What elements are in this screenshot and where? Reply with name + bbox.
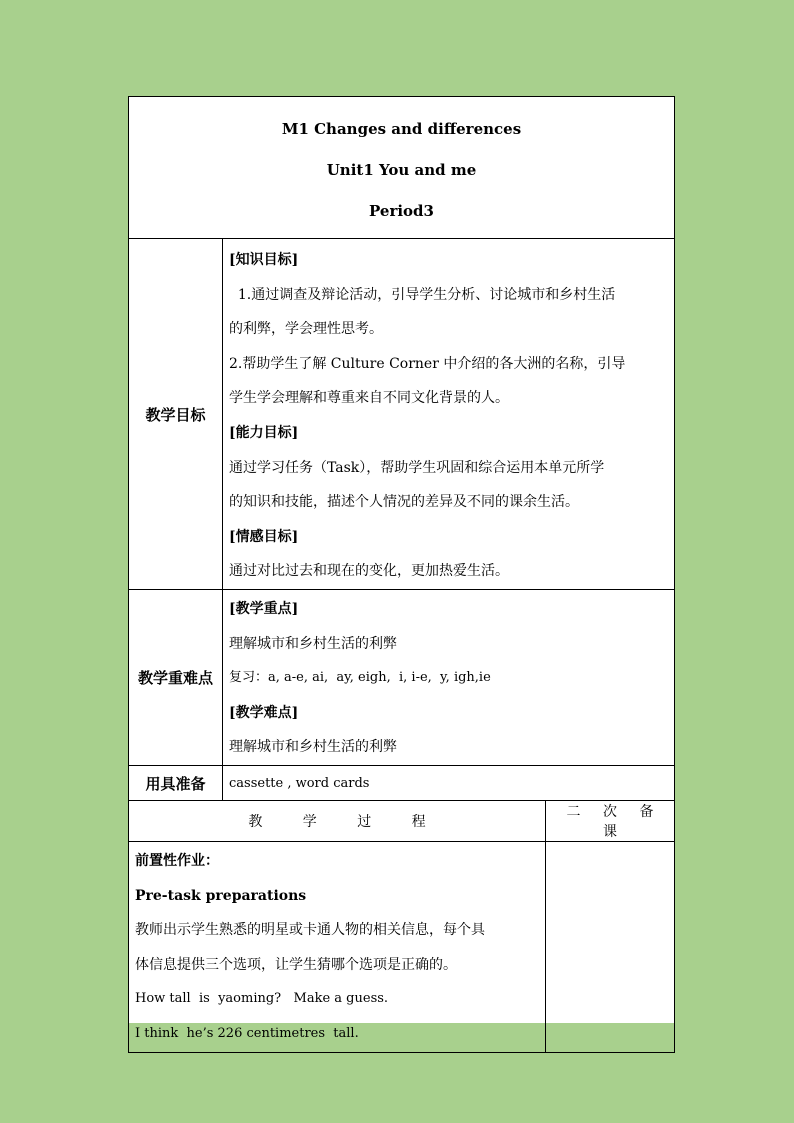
objective-line: 通过对比过去和现在的变化，更加热爱生活。 bbox=[229, 563, 509, 580]
process-content bbox=[129, 842, 546, 1053]
lesson-plan-page bbox=[128, 96, 674, 1041]
process-line: 体信息提供三个选项，让学生猜哪个选项是正确的。 bbox=[135, 956, 457, 973]
second-prep-header bbox=[546, 801, 675, 842]
header-cell bbox=[129, 97, 675, 239]
dialogue-line: How tall is yaoming? Make a guess. bbox=[135, 991, 389, 1007]
process-header-row bbox=[129, 801, 675, 842]
ability-goal-heading: [能力目标] bbox=[229, 424, 299, 441]
process-line: 教师出示学生熟悉的明星或卡通人物的相关信息，每个具 bbox=[135, 922, 485, 939]
knowledge-goal-heading: [知识目标] bbox=[229, 252, 299, 268]
objective-line: 1.通过调查及辩论活动，引导学生分析、讨论城市和乡村生活 bbox=[229, 286, 616, 303]
process-header-char: 程 bbox=[411, 814, 426, 830]
second-prep-notes bbox=[546, 842, 675, 1053]
second-prep-char: 备 bbox=[639, 804, 654, 820]
tools-label: 用具准备 bbox=[129, 766, 223, 801]
objective-line: 的利弊，学会理性思考。 bbox=[229, 321, 383, 338]
pre-task-heading: Pre-task preparations bbox=[135, 887, 307, 904]
objectives-label: 教学目标 bbox=[129, 239, 223, 590]
module-title: M1 Changes and differences bbox=[281, 120, 522, 138]
key-points-row bbox=[129, 590, 675, 766]
tools-value: cassette , word cards bbox=[223, 766, 675, 801]
key-points-label: 教学重难点 bbox=[129, 590, 223, 766]
objectives-content bbox=[223, 239, 675, 590]
pre-homework-heading: 前置性作业： bbox=[135, 853, 219, 869]
objective-line: 通过学习任务（Task），帮助学生巩固和综合运用本单元所学 bbox=[229, 459, 605, 476]
process-header bbox=[129, 801, 546, 842]
unit-title: Unit1 You and me bbox=[326, 161, 477, 179]
second-prep-char: 次 bbox=[603, 804, 617, 820]
emotion-goal-heading: [情感目标] bbox=[229, 528, 299, 545]
objectives-row bbox=[129, 239, 675, 590]
objective-line: 2.帮助学生了解 Culture Corner 中介绍的各大洲的名称，引导 bbox=[229, 355, 626, 372]
header-row bbox=[129, 97, 675, 239]
difficulty-heading: [教学难点] bbox=[229, 704, 299, 721]
process-body-row bbox=[129, 842, 675, 1053]
second-prep-char: 二 bbox=[566, 804, 581, 820]
key-point-line: 理解城市和乡村生活的利弊 bbox=[229, 635, 397, 652]
review-line: 复习：a, a-e, ai, ay, eigh, i, i-e, y, igh,ie bbox=[229, 670, 491, 686]
period-title: Period3 bbox=[369, 202, 434, 220]
process-header-char: 学 bbox=[302, 814, 317, 830]
dialogue-line: I think he’s 226 centimetres tall. bbox=[135, 1025, 359, 1041]
second-prep-char: 课 bbox=[603, 824, 617, 840]
process-header-char: 教 bbox=[248, 814, 263, 830]
objective-line: 学生学会理解和尊重来自不同文化背景的人。 bbox=[229, 390, 509, 407]
difficulty-line: 理解城市和乡村生活的利弊 bbox=[229, 739, 397, 756]
objective-line: 的知识和技能，描述个人情况的差异及不同的课余生活。 bbox=[229, 494, 579, 511]
process-header-char: 过 bbox=[357, 814, 372, 830]
key-point-heading: [教学重点] bbox=[229, 601, 299, 617]
lesson-plan-table bbox=[128, 96, 675, 1053]
tools-row bbox=[129, 766, 675, 801]
key-points-content bbox=[223, 590, 675, 766]
